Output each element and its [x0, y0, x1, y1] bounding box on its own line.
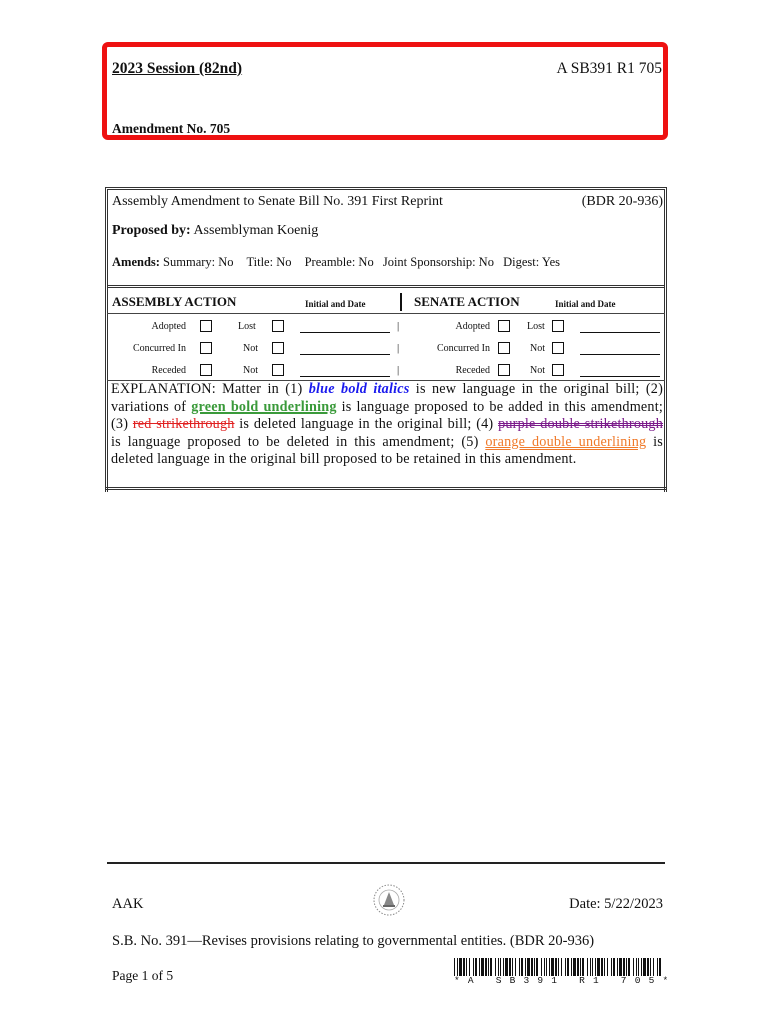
drafter-initials: AAK [112, 896, 144, 912]
explanation-text: is language proposed to be added in this amendment; (3) [111, 398, 663, 433]
amendment-number: Amendment No. 705 [112, 121, 231, 136]
amends-line [112, 255, 662, 270]
separator-bar: | [397, 342, 400, 354]
bill-summary-line: S.B. No. 391—Revises provisions relating to governmental entities. (BDR 20-936) [112, 933, 595, 949]
amends-summary: Summary: No [163, 255, 234, 269]
assembly-receded-label: Receded [151, 365, 186, 376]
explanation-red-sample: red strikethrough [132, 416, 235, 433]
explanation-purple-sample: purple double strikethrough [498, 416, 664, 433]
senate-concurred-checkbox[interactable] [498, 342, 510, 354]
proposed-by [112, 223, 318, 239]
assembly-lost-checkbox[interactable] [272, 320, 284, 332]
bdr-number: (BDR 20-936) [581, 194, 663, 209]
senate-not-checkbox[interactable] [552, 364, 564, 376]
assembly-not-checkbox[interactable] [272, 342, 284, 354]
assembly-not-label: Not [243, 343, 258, 354]
assembly-adopted-label: Adopted [151, 321, 186, 332]
senate-not-label: Not [530, 343, 545, 354]
senate-signature-line [580, 332, 660, 333]
assembly-adopted-checkbox[interactable] [200, 320, 212, 332]
separator-bar: | [397, 364, 400, 376]
state-seal-icon [372, 883, 406, 917]
explanation-green-sample: green bold underlining [191, 398, 337, 415]
proposed-by-label: Proposed by: [112, 223, 191, 238]
assembly-lost-label: Lost [238, 321, 256, 332]
action-top-rule [107, 285, 665, 288]
separator-bar: | [397, 320, 400, 332]
senate-action-title: SENATE ACTION [414, 294, 520, 309]
senate-signature-line [580, 376, 660, 377]
action-divider [400, 293, 402, 311]
explanation-text: is deleted language in the original bill proposed to be retained in this amendment. [111, 433, 663, 468]
senate-receded-checkbox[interactable] [498, 364, 510, 376]
assembly-concurred-label: Concurred In [132, 343, 186, 354]
amends-preamble: Preamble: No [304, 255, 374, 269]
assembly-initial-date: Initial and Date [305, 299, 366, 309]
amends-joint-sponsorship: Joint Sponsorship: No [382, 255, 494, 269]
session-label: 2023 Session (82nd) [112, 60, 243, 77]
page-number: Page 1 of 5 [112, 968, 174, 983]
assembly-signature-line [300, 354, 390, 355]
amendment-date: Date: 5/22/2023 [569, 896, 663, 912]
senate-adopted-label: Adopted [455, 321, 490, 332]
explanation-text: EXPLANATION: Matter in (1) [111, 381, 309, 397]
explanation-paragraph [111, 381, 663, 469]
proposed-by-name: Assemblyman Koenig [193, 223, 319, 238]
footer-rule [107, 862, 665, 864]
assembly-signature-line [300, 376, 390, 377]
senate-receded-label: Receded [455, 365, 490, 376]
explanation-text: is new language in the original bill; (2) variations of [111, 381, 664, 415]
senate-lost-checkbox[interactable] [552, 320, 564, 332]
amends-title: Title: No [246, 255, 292, 269]
senate-adopted-checkbox[interactable] [498, 320, 510, 332]
barcode-icon [454, 958, 662, 976]
barcode-text: *A SB391 R1 705* [454, 975, 677, 986]
senate-signature-line [580, 354, 660, 355]
amendment-title: Assembly Amendment to Senate Bill No. 391 First Reprint [112, 194, 443, 209]
amends-label: Amends: [112, 255, 160, 269]
assembly-not-checkbox[interactable] [272, 364, 284, 376]
assembly-not-label: Not [243, 365, 258, 376]
senate-initial-date: Initial and Date [555, 299, 616, 309]
explanation-blue-sample: blue bold italics [308, 381, 410, 397]
assembly-signature-line [300, 332, 390, 333]
bill-reference: A SB391 R1 705 [556, 60, 662, 77]
senate-concurred-label: Concurred In [436, 343, 490, 354]
assembly-receded-checkbox[interactable] [200, 364, 212, 376]
senate-lost-label: Lost [527, 321, 545, 332]
frame-bottom-rule [105, 487, 667, 490]
senate-not-label: Not [530, 365, 545, 376]
action-header-rule [107, 313, 665, 314]
explanation-orange-sample: orange double underlining [485, 433, 647, 450]
senate-not-checkbox[interactable] [552, 342, 564, 354]
amends-digest: Digest: Yes [503, 255, 561, 269]
explanation-text: is deleted language in the original bill; (4) [234, 416, 499, 433]
assembly-concurred-checkbox[interactable] [200, 342, 212, 354]
assembly-action-title: ASSEMBLY ACTION [112, 294, 237, 309]
explanation-text: is language proposed to be deleted in this amendment; (5) [111, 433, 486, 450]
